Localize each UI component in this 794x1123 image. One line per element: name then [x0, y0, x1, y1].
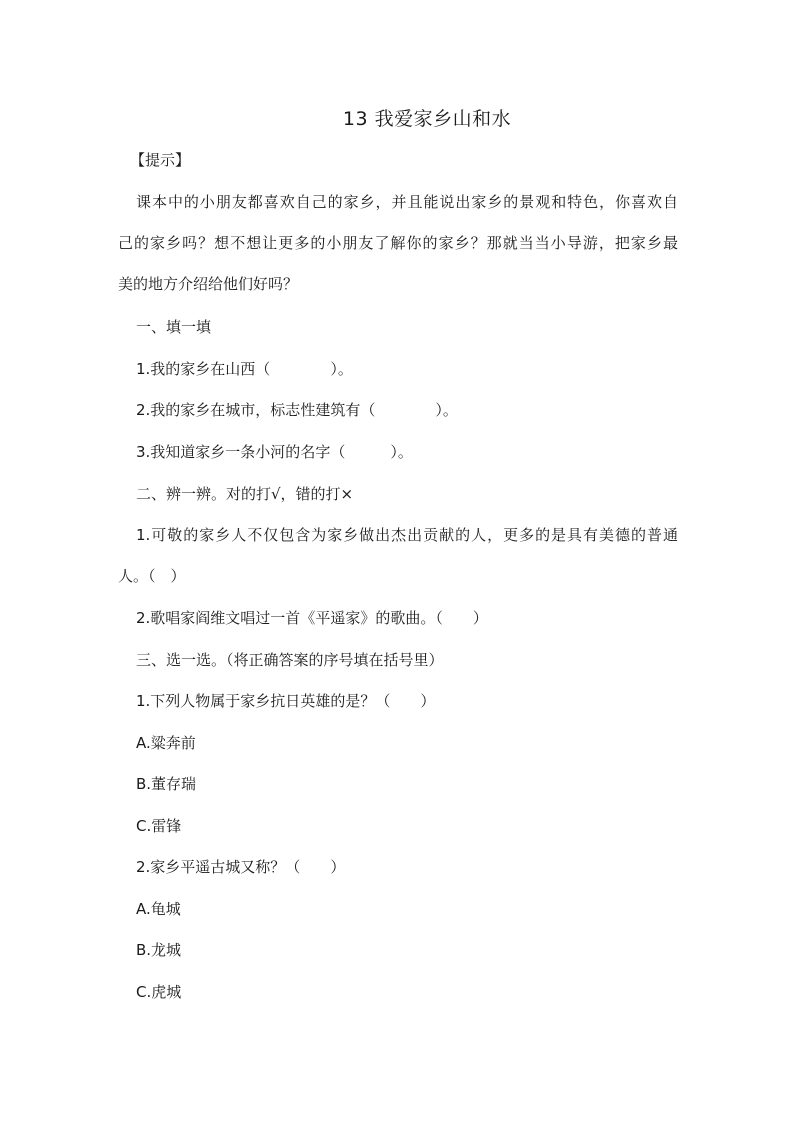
fill-item-3: 3.我知道家乡一条小河的名字（ ）。 — [136, 443, 413, 461]
hint-line-1: 课本中的小朋友都喜欢自己的家乡，并且能说出家乡的景观和特色，你喜欢自 — [136, 193, 678, 211]
choice-q2-option-b: B.龙城 — [136, 941, 182, 959]
choice-q1-option-a: A.粱奔前 — [136, 734, 196, 752]
choice-q1-option-c: C.雷锋 — [136, 817, 182, 835]
judge-item-1-line-2: 人。（ ） — [118, 567, 186, 585]
judge-item-2: 2.歌唱家阎维文唱过一首《平遥家》的歌曲。（ ） — [136, 609, 488, 627]
choice-question-1: 1.下列人物属于家乡抗日英雄的是？（ ） — [136, 692, 436, 710]
choice-q1-option-b: B.董存瑞 — [136, 775, 197, 793]
fill-item-2: 2.我的家乡在城市，标志性建筑有（ ）。 — [136, 401, 458, 419]
hint-label: 【提示】 — [130, 151, 191, 169]
page-title: 13 我爱家乡山和水 — [342, 108, 512, 130]
hint-paragraph — [118, 192, 678, 315]
judge-item-1-line-1: 1.可敬的家乡人不仅包含为家乡做出杰出贡献的人，更多的是具有美德的普通 — [136, 526, 678, 544]
fill-item-1: 1.我的家乡在山西（ ）。 — [136, 360, 353, 378]
choice-q2-option-a: A.龟城 — [136, 900, 181, 918]
section-2-heading: 二、辨一辨。对的打√，错的打× — [136, 485, 354, 503]
judge-item-1 — [118, 525, 678, 607]
hint-line-3: 美的地方介绍给他们好吗？ — [118, 275, 299, 293]
choice-q2-option-c: C.虎城 — [136, 983, 182, 1001]
hint-line-2: 己的家乡吗？想不想让更多的小朋友了解你的家乡？那就当当小导游，把家乡最 — [118, 234, 678, 252]
section-1-heading: 一、填一填 — [136, 318, 212, 336]
section-3-heading: 三、选一选。（将正确答案的序号填在括号里） — [136, 651, 444, 669]
choice-question-2: 2.家乡平遥古城又称？（ ） — [136, 858, 346, 876]
